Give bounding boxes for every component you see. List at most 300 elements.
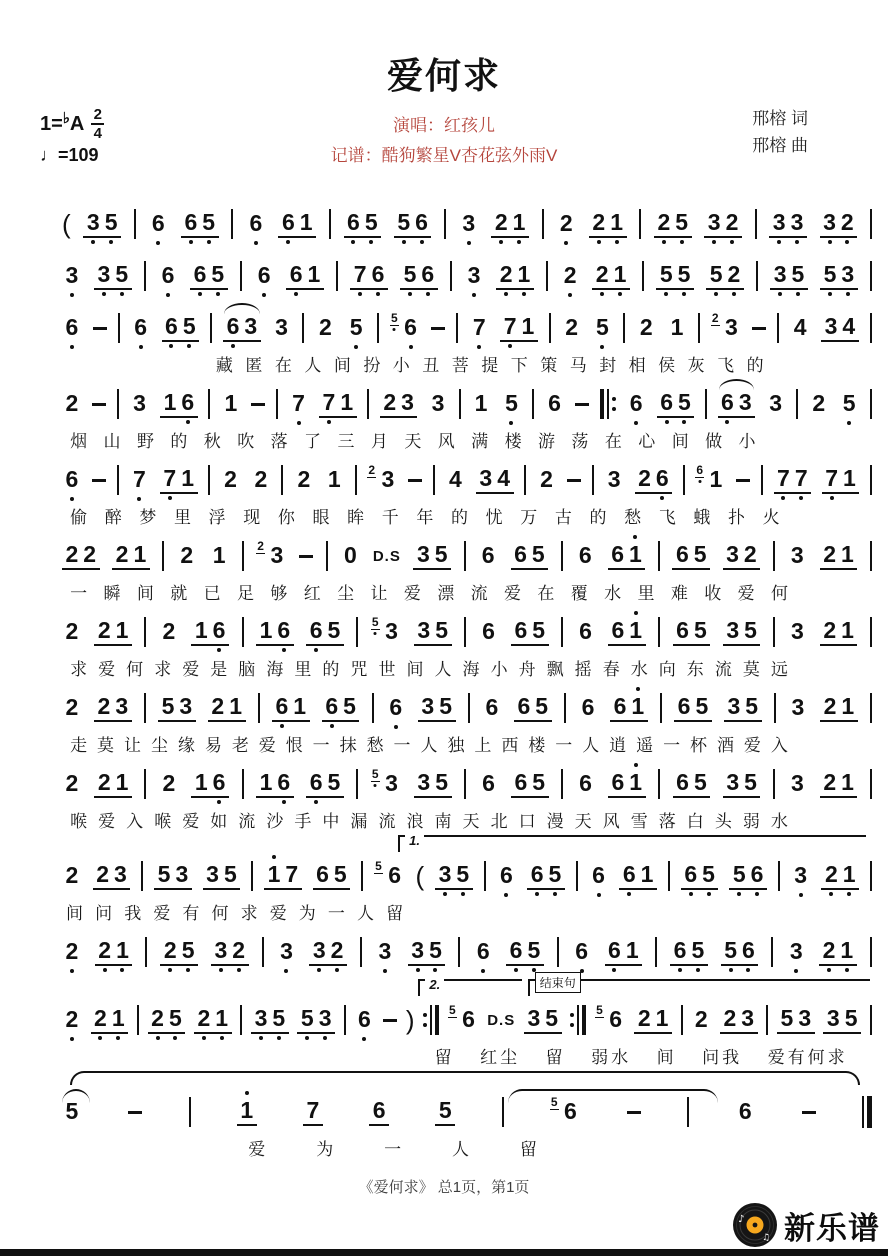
- note-token: [720, 1004, 758, 1034]
- note-digit: 6: [213, 771, 226, 794]
- note-token: [148, 1004, 186, 1034]
- svg-text:♪: ♪: [738, 1214, 745, 1225]
- note-token: [723, 540, 761, 570]
- barline: [532, 389, 534, 419]
- low-octave-dot: [696, 968, 700, 972]
- lyric-syllable: 求: [154, 660, 175, 679]
- note-token: [673, 616, 711, 646]
- low-octave-dot: [254, 241, 258, 245]
- low-octave-dot: [477, 345, 481, 349]
- note-token: [657, 388, 695, 418]
- high-octave-dot: [245, 1091, 249, 1095]
- dash-note: [128, 1111, 142, 1114]
- note-digit: 4: [497, 464, 510, 491]
- lyric-syllable: 爱: [182, 660, 203, 679]
- barline: [137, 1005, 139, 1035]
- note-digit: 2: [197, 1007, 210, 1030]
- low-octave-dot: [374, 632, 377, 635]
- note-digit: 1: [841, 616, 854, 643]
- note-token: [537, 465, 557, 493]
- lyric-syllable: 就: [170, 584, 191, 603]
- note-digit: 5: [333, 860, 347, 887]
- note-digits: [787, 541, 807, 569]
- note-digit: 2: [65, 540, 79, 567]
- note-token: [729, 860, 767, 890]
- note-token: [94, 616, 132, 646]
- note-token: [527, 860, 565, 890]
- lyric-syllable: 侯: [658, 356, 679, 375]
- barline: [687, 1097, 689, 1127]
- note-digit: 2: [560, 212, 573, 235]
- low-octave-dot: [277, 1036, 281, 1040]
- note-digit: 3: [206, 860, 219, 887]
- note-digit: 3: [824, 312, 838, 339]
- note-digit: 6: [674, 939, 687, 962]
- note-digit: 1: [843, 863, 856, 886]
- low-octave-dot: [508, 344, 512, 348]
- note-token: [158, 261, 178, 289]
- note-digits: [723, 540, 761, 570]
- note-digits: [62, 389, 82, 417]
- note-token: [272, 692, 310, 722]
- lyric-syllable: 海: [266, 660, 287, 679]
- note-token: [670, 936, 708, 966]
- note-token: [721, 936, 759, 966]
- note-token: [674, 692, 712, 722]
- note-digit: 6: [677, 692, 691, 719]
- note-digit: 1: [841, 768, 854, 795]
- lyric-syllable: 易: [204, 736, 225, 755]
- note-token: [62, 693, 82, 721]
- low-octave-dot: [828, 240, 832, 244]
- note-digit: 1: [474, 389, 488, 416]
- note-digit: 6: [316, 860, 329, 887]
- lyric-syllable: 小: [490, 660, 511, 679]
- note-digit: 2: [162, 617, 176, 644]
- note-digit: 2: [65, 389, 79, 416]
- note-digit: 3: [791, 617, 804, 644]
- lyric-syllable: 浮: [208, 508, 229, 527]
- barline: [468, 693, 470, 723]
- score-element: [430, 1005, 432, 1035]
- lyric-syllable: 人: [582, 736, 603, 755]
- barline: [668, 861, 670, 891]
- lyric-syllable: 让: [124, 736, 144, 755]
- note-digits: [500, 312, 538, 342]
- low-octave-dot: [678, 968, 682, 972]
- grace-digit: 5: [596, 1003, 603, 1017]
- note-digits: [476, 464, 514, 494]
- grace-note: [390, 312, 399, 326]
- lyrics-line: [70, 807, 791, 831]
- note-digits: [369, 1096, 389, 1126]
- lyric-syllable: 一: [312, 736, 333, 755]
- low-octave-dot: [680, 240, 684, 244]
- note-token: [576, 617, 596, 645]
- note-digits: [721, 936, 759, 966]
- note-digit: 6: [277, 771, 290, 794]
- note-digit: 3: [66, 264, 79, 287]
- barline: [336, 261, 338, 291]
- low-octave-dot: [730, 240, 734, 244]
- note-digit: 5: [435, 616, 449, 643]
- note-digit: 6: [548, 389, 561, 416]
- note-digit: 6: [415, 211, 428, 234]
- lyric-syllable: 已: [203, 584, 224, 603]
- lyric-syllable: 爱: [248, 1140, 269, 1159]
- note-token: [251, 1004, 289, 1034]
- barline: [251, 861, 253, 891]
- note-digits: [221, 389, 241, 417]
- note-digit: 2: [318, 313, 332, 340]
- lyric-syllable: 红尘: [480, 1048, 521, 1067]
- note-digits: [130, 389, 150, 417]
- dash-note: [736, 479, 750, 482]
- note-digits: [62, 540, 100, 570]
- barline: [208, 389, 210, 419]
- note-token: [820, 260, 858, 290]
- barline: [355, 465, 357, 495]
- note-digits: [718, 388, 756, 418]
- lyric-syllable: 相: [628, 356, 649, 375]
- note-digits: [786, 937, 806, 965]
- note-digit: 7: [473, 316, 486, 339]
- note-digit: 5: [660, 263, 673, 286]
- volta-label: 结束句: [535, 972, 581, 993]
- note-token: [414, 768, 452, 798]
- barline: [502, 1097, 504, 1127]
- note-digits: [820, 692, 858, 722]
- high-octave-dot: [636, 687, 640, 691]
- note-digit: 1: [259, 616, 273, 643]
- note-token: [62, 617, 82, 645]
- note-digit: 1: [614, 263, 627, 286]
- note-digit: 2: [180, 541, 194, 568]
- note-digit: 6: [194, 263, 207, 286]
- note-token: [62, 465, 82, 493]
- score-line: [62, 833, 872, 923]
- lyric-syllable: 难: [670, 584, 691, 603]
- low-octave-dot: [98, 1036, 102, 1040]
- dash-note: [575, 403, 589, 406]
- low-octave-dot: [327, 420, 331, 424]
- note-token: [704, 208, 742, 238]
- low-octave-dot: [827, 968, 831, 972]
- note-token: [608, 616, 646, 646]
- barline: [576, 861, 578, 891]
- low-octave-dot: [689, 892, 693, 896]
- note-digits: [479, 769, 499, 797]
- low-octave-dot: [335, 968, 339, 972]
- note-digit: 7: [323, 391, 336, 414]
- notation-line: [62, 1089, 872, 1135]
- note-digit: 3: [773, 211, 786, 234]
- barline: [639, 209, 641, 239]
- low-octave-dot: [284, 969, 288, 973]
- note-digit: 6: [372, 263, 385, 286]
- note-digits: [355, 1005, 375, 1033]
- note-token: [306, 768, 344, 798]
- note-digit: 2: [297, 465, 311, 492]
- note-digit: 6: [514, 768, 528, 795]
- lyric-syllable: 尘: [150, 736, 171, 755]
- note-digits: [378, 465, 398, 493]
- lyric-syllable: 爱: [743, 736, 764, 755]
- note-digits: [62, 1097, 82, 1125]
- barline: [778, 861, 780, 891]
- note-digit: 6: [611, 616, 625, 643]
- note-digit: 7: [285, 860, 299, 887]
- low-octave-dot: [369, 240, 373, 244]
- note-digit: 6: [676, 768, 689, 795]
- grace-note: [371, 616, 380, 630]
- lyric-syllable: 忧: [485, 508, 506, 527]
- note-digit: 6: [738, 1097, 752, 1124]
- low-octave-dot: [665, 420, 669, 424]
- note-digits: [408, 936, 446, 966]
- note-digits: [251, 1004, 289, 1034]
- note-digit: 3: [741, 1004, 755, 1031]
- low-octave-dot: [737, 892, 741, 896]
- note-digit: 1: [194, 616, 208, 643]
- note-digits: [309, 936, 347, 966]
- notation-line: [62, 381, 872, 427]
- note-digits: [62, 313, 82, 341]
- grace-note: [550, 1096, 559, 1110]
- note-token: [181, 208, 219, 238]
- score: [0, 189, 888, 1159]
- note-digits: [162, 312, 200, 342]
- note-digit: 3: [791, 693, 805, 720]
- notation-line: [62, 929, 872, 975]
- barline: [683, 465, 685, 495]
- note-digit: 6: [275, 695, 288, 718]
- barline: [326, 541, 328, 571]
- low-octave-dot: [109, 240, 113, 244]
- note-digit: 6: [613, 692, 627, 719]
- note-digits: [527, 860, 565, 890]
- note-token: [506, 936, 544, 966]
- low-octave-dot: [383, 969, 387, 973]
- note-digits: [344, 208, 382, 238]
- low-octave-dot: [420, 240, 424, 244]
- barline: [262, 937, 264, 967]
- note-digits: [820, 208, 858, 238]
- low-octave-dot: [186, 420, 190, 424]
- note-digit: 4: [793, 313, 807, 340]
- note-digits: [497, 861, 517, 889]
- note-token: [479, 769, 499, 797]
- low-octave-dot: [374, 784, 377, 787]
- lyric-syllable: 现: [243, 508, 264, 527]
- barline: [459, 389, 461, 419]
- note-digit: 2: [211, 692, 225, 719]
- lyric-syllable: 飞: [658, 508, 679, 527]
- note-digit: 2: [841, 211, 854, 234]
- note-digits: [619, 860, 657, 890]
- low-octave-dot: [660, 496, 664, 500]
- lyrics-line: [248, 1135, 540, 1159]
- note-digit: 6: [581, 693, 595, 720]
- note-digit: 5: [744, 616, 757, 643]
- low-octave-dot: [189, 240, 193, 244]
- note-digit: 6: [184, 211, 197, 234]
- note-digits: [788, 769, 808, 797]
- note-digit: 2: [97, 616, 111, 643]
- dash-note: [802, 1111, 816, 1114]
- lyric-syllable: 眼: [312, 508, 333, 527]
- lyric-syllable: 喉: [154, 812, 175, 831]
- grace-digit: 2: [257, 539, 264, 553]
- barline: [549, 313, 551, 343]
- barline: [546, 261, 548, 291]
- note-digits: [706, 465, 726, 493]
- note-digits: [561, 1097, 581, 1125]
- low-octave-dot: [618, 292, 622, 296]
- low-octave-dot: [532, 968, 536, 972]
- note-token: [691, 1005, 711, 1033]
- notation-line: [62, 305, 872, 351]
- lyric-syllable: 人: [451, 1140, 472, 1159]
- note-token: [158, 692, 196, 722]
- lyric-syllable: 水: [770, 812, 791, 831]
- note-digit: 6: [165, 315, 178, 338]
- lyric-syllable: 覆: [570, 584, 591, 603]
- note-token: [221, 465, 241, 493]
- lyric-syllable: 东: [686, 660, 707, 679]
- note-digits: [478, 541, 498, 569]
- note-digit: 5: [397, 211, 410, 234]
- note-digits: [62, 1005, 82, 1033]
- dash-note: [567, 479, 581, 482]
- low-octave-dot: [796, 292, 800, 296]
- low-octave-dot: [168, 496, 172, 500]
- note-digits: [159, 617, 179, 645]
- note-digits: [446, 465, 466, 493]
- lyric-syllable: 间: [66, 904, 87, 923]
- lyric-syllable: 我: [124, 904, 145, 923]
- lyrics-line: [70, 503, 783, 527]
- note-digit: 6: [482, 769, 495, 796]
- note-digit: 3: [133, 389, 146, 416]
- note-token: [575, 541, 595, 569]
- lyric-syllable: 抹: [339, 736, 360, 755]
- repeat-end: [570, 1005, 586, 1035]
- note-digits: [537, 465, 557, 493]
- note-digits: [160, 388, 198, 418]
- volta-label: 2.: [425, 977, 444, 992]
- note-digit: 5: [202, 211, 215, 234]
- slur-arc: [224, 303, 260, 314]
- note-digits: [788, 693, 808, 721]
- barline: [450, 261, 452, 291]
- note-digit: 6: [134, 316, 147, 339]
- note-digit: 6: [372, 1096, 386, 1123]
- note-token: [191, 768, 229, 798]
- dash-note: [92, 403, 106, 406]
- lyric-syllable: 间: [656, 1048, 677, 1067]
- note-digits: [790, 313, 810, 341]
- note-token: [313, 860, 351, 890]
- dash-note: [408, 479, 422, 482]
- note-digit: 2: [98, 939, 111, 962]
- note-token: [375, 937, 395, 965]
- note-token: [435, 1096, 455, 1126]
- note-digit: 7: [306, 1096, 320, 1123]
- note-digit: 5: [724, 939, 737, 962]
- note-digit: 3: [790, 940, 803, 963]
- lyric-syllable: 三: [337, 432, 358, 451]
- note-token: [94, 768, 132, 798]
- note-digit: 1: [513, 211, 526, 234]
- low-octave-dot: [830, 496, 834, 500]
- low-octave-dot: [217, 800, 221, 804]
- note-digit: 6: [347, 211, 360, 234]
- note-digits: [791, 861, 811, 889]
- note-token: [91, 1004, 129, 1034]
- note-digits: [589, 861, 609, 889]
- low-octave-dot: [409, 345, 413, 349]
- lyric-syllable: 老: [231, 736, 252, 755]
- note-digits: [635, 464, 673, 494]
- lyric-syllable: 瞬: [103, 584, 124, 603]
- note-digit: 7: [292, 392, 305, 415]
- note-token: [786, 937, 806, 965]
- low-octave-dot: [166, 293, 170, 297]
- note-digits: [491, 208, 529, 238]
- note-digits: [158, 261, 178, 289]
- low-octave-dot: [725, 420, 729, 424]
- note-token: [556, 209, 576, 237]
- barline: [356, 769, 358, 799]
- note-digit: 3: [244, 312, 258, 339]
- note-digit: 2: [726, 211, 739, 234]
- note-digit: 1: [640, 860, 654, 887]
- barline: [356, 617, 358, 647]
- note-token: [576, 769, 596, 797]
- note-digit: 1: [629, 771, 642, 794]
- note-digits: [350, 260, 388, 290]
- note-token: [386, 693, 406, 721]
- note-digit: 1: [133, 540, 147, 567]
- note-digit: 3: [385, 617, 398, 644]
- note-digit: 6: [609, 1005, 623, 1032]
- note-digit: 2: [97, 768, 111, 795]
- lyric-syllable: 的: [746, 356, 767, 375]
- barline: [698, 313, 700, 343]
- note-digit: 2: [94, 1007, 107, 1030]
- note-digit: 5: [824, 263, 837, 286]
- note-digit: 5: [678, 391, 691, 414]
- lyric-syllable: 落: [658, 812, 679, 831]
- note-token: [159, 769, 179, 797]
- note-digit: 5: [780, 1004, 794, 1031]
- lyric-syllable: 火: [762, 508, 783, 527]
- note-digits: [221, 465, 241, 493]
- note-digits: [720, 1004, 758, 1034]
- low-octave-dot: [568, 293, 572, 297]
- note-token: [839, 389, 859, 417]
- low-octave-dot: [120, 292, 124, 296]
- note-digits: [670, 936, 708, 966]
- barline: [623, 313, 625, 343]
- lyric-syllable: 人: [434, 660, 455, 679]
- lyric-syllable: 何: [211, 904, 232, 923]
- note-digit: 6: [531, 863, 544, 886]
- score-element: [867, 1096, 872, 1128]
- barline: [761, 465, 763, 495]
- low-octave-dot: [231, 344, 235, 348]
